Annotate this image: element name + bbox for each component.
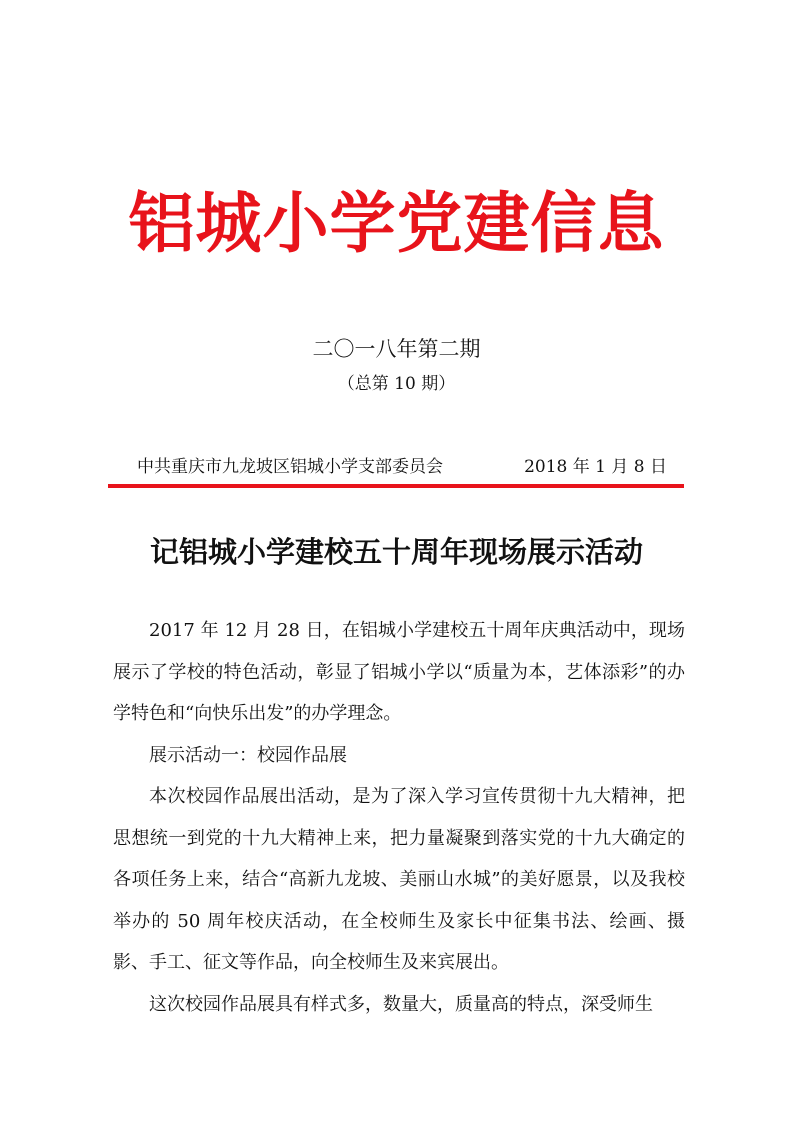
article-paragraph: 这次校园作品展具有样式多，数量大，质量高的特点，深受师生 bbox=[149, 993, 653, 1015]
publisher-line bbox=[137, 455, 667, 479]
section-heading: 展示活动一：校园作品展 bbox=[149, 744, 347, 766]
issue-total: （总第 10 期） bbox=[337, 374, 456, 394]
article-paragraph: 2017 年 12 月 28 日，在铝城小学建校五十周年庆典活动中，现场展示了学校的特色活动，彰显了铝城小学以“质量为本，艺体添彩”的办学特色和“向快乐出发”的办学理念。 bbox=[113, 620, 685, 724]
red-divider bbox=[108, 484, 684, 488]
masthead-title: 铝城小学党建信息 bbox=[128, 184, 665, 262]
article-body bbox=[113, 610, 685, 1025]
publish-date: 2018 年 1 月 8 日 bbox=[524, 457, 667, 477]
issue-label: 二〇一八年第二期 bbox=[312, 337, 481, 361]
publisher-name: 中共重庆市九龙坡区铝城小学支部委员会 bbox=[137, 457, 443, 477]
article-title: 记铝城小学建校五十周年现场展示活动 bbox=[149, 535, 643, 569]
article-paragraph: 本次校园作品展出活动，是为了深入学习宣传贯彻十九大精神，把思想统一到党的十九大精神上来，把力量凝聚到落实党的十九大确定的各项任务上来，结合“高新九龙坡、美丽山水城”的美好愿景，以及我校举办的 50 周年校庆活动，在全校师生及家长中征集书法、绘画、摄影、手工、征文等作品，向全校师生及来宾展出。 bbox=[113, 786, 685, 973]
